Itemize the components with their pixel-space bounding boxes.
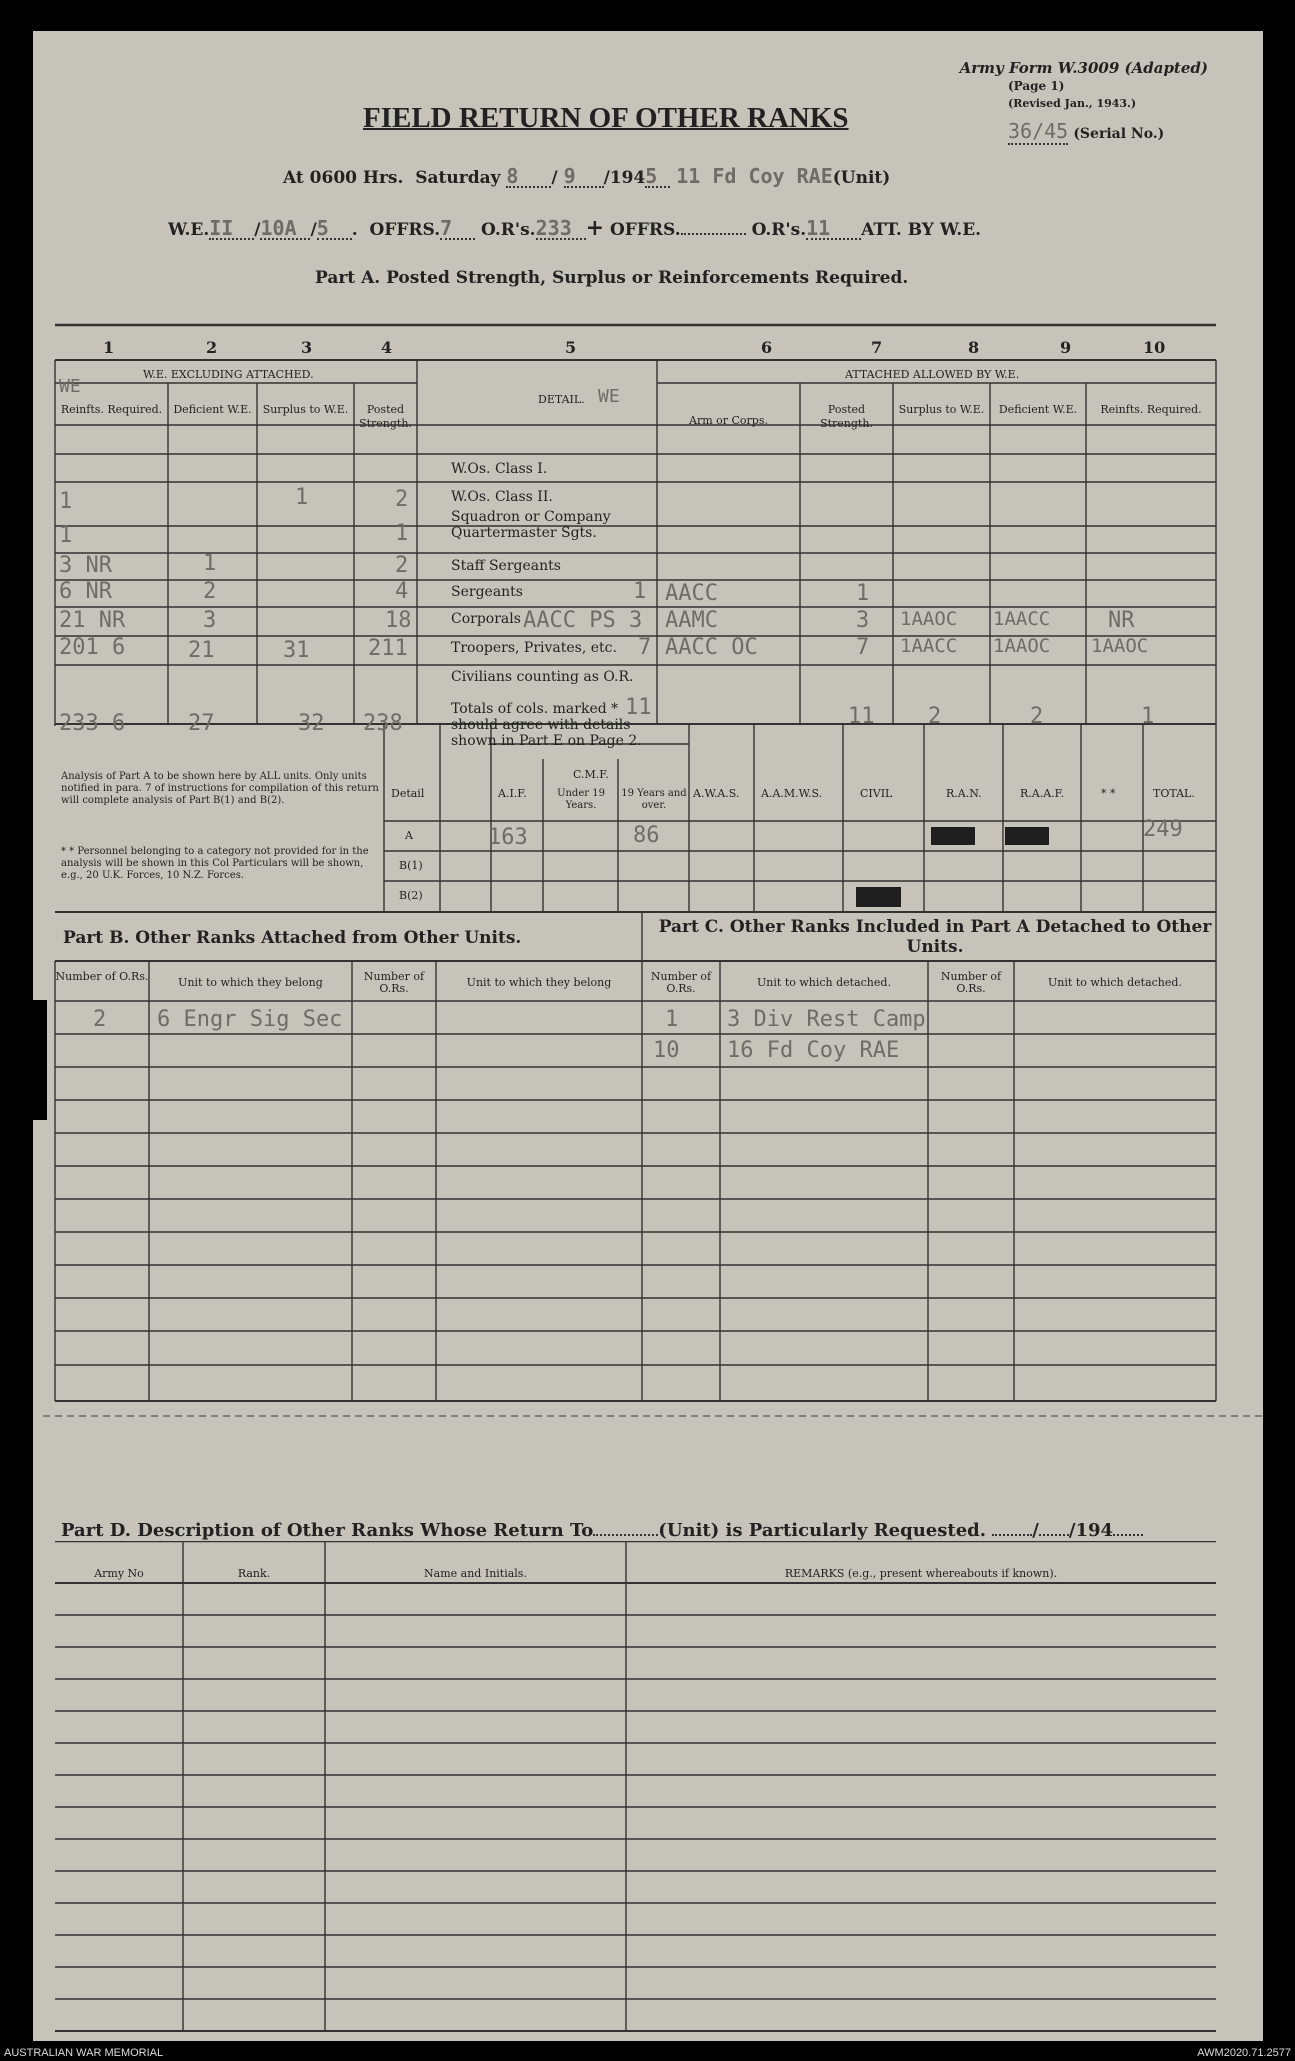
analysis-other: * *: [1101, 787, 1116, 800]
cell-r6-c8: 1AAOC: [900, 608, 958, 630]
analysis-awas: A.W.A.S.: [693, 787, 740, 800]
part-d-head-rank: Rank.: [237, 1567, 271, 1580]
cell-total-c1: 233 6: [59, 711, 126, 736]
analysis-ran: R.A.N.: [946, 787, 982, 800]
col-num-7: 7: [871, 338, 883, 357]
group-header-we-hw: WE: [59, 376, 81, 397]
cell-r5-c7: 1: [856, 581, 870, 606]
paper-tear: [33, 1000, 47, 1120]
cell-r6-c6: AAMC: [665, 608, 718, 633]
detail-row-3: Squadron or Company Quartermaster Sgts.: [451, 509, 611, 541]
cell-r6-c7: 3: [856, 608, 870, 633]
cell-r5-c5: 1: [633, 579, 647, 604]
col-head-1: Reinfts. Required.: [60, 403, 163, 416]
part-d-head-army-no: Army No: [94, 1567, 144, 1580]
footer-right: AWM2020.71.2577: [1197, 2047, 1291, 2059]
part-b-head-3: Number of O.Rs.: [363, 970, 425, 995]
analysis-aif: A.I.F.: [498, 787, 527, 800]
page-label: (Page 1): [1008, 79, 1065, 93]
cell-r7-c1: 201 6: [59, 635, 126, 660]
col-head-6: Arm or Corps.: [689, 414, 768, 427]
cell-r6-c4: 18: [385, 608, 412, 633]
part-b-entry-unit: 6 Engr Sig Sec: [157, 1007, 343, 1032]
detail-header: DETAIL.: [538, 393, 585, 406]
detail-row-6: Corporals: [451, 611, 521, 627]
cell-r7-c7: 7: [856, 635, 870, 660]
part-c-head-4: Unit to which detached.: [1048, 976, 1182, 989]
cell-total-c2: 27: [188, 711, 215, 736]
cell-r2-c1: 1: [59, 489, 73, 514]
col-num-1: 1: [103, 338, 115, 357]
col-num-5: 5: [565, 338, 577, 357]
analysis-aamws: A.A.M.W.S.: [761, 787, 823, 800]
col-head-7: Posted Strength.: [820, 403, 873, 430]
col-head-9: Deficient W.E.: [998, 403, 1078, 416]
part-b-head-4: Unit to which they belong: [466, 976, 612, 989]
col-num-2: 2: [206, 338, 218, 357]
date-line: At 0600 Hrs. Saturday 8 / 9 /1945 11 Fd Coy RAE(Unit): [283, 164, 891, 188]
analysis-civil: CIVIL: [860, 787, 893, 800]
analysis-under19: Under 19 Years.: [557, 788, 605, 811]
cell-total-c9: 2: [1030, 704, 1044, 729]
cell-r7-c3: 31: [283, 638, 310, 663]
detail-row-2: W.Os. Class II.: [451, 489, 553, 505]
analysis-note: Analysis of Part A to be shown here by ALL units. Only units notified in para. 7 of instructions for compilation of this return will complete analysis of Part B(1) and B(2).: [61, 771, 379, 806]
cell-total-c5: 11: [625, 695, 652, 720]
cell-total-c4: 238: [363, 711, 403, 736]
cell-r5-c2: 2: [203, 579, 217, 604]
col-num-8: 8: [968, 338, 980, 357]
part-d-heading: Part D. Description of Other Ranks Whose Return To (Unit) is Particularly Requested. / /194: [61, 1512, 1143, 1541]
col-num-4: 4: [381, 338, 393, 357]
cell-r4-c2: 1: [203, 551, 217, 576]
cell-r5-c1: 6 NR: [59, 579, 112, 604]
redaction-raaf: [1005, 827, 1049, 845]
cell-r6-c1: 21 NR: [59, 608, 126, 633]
footer-left: AUSTRALIAN WAR MEMORIAL: [4, 2047, 164, 2059]
detail-row-1: W.Os. Class I.: [451, 461, 548, 477]
serial-number: 36/45 (Serial No.): [1008, 119, 1165, 143]
redaction-civil: [856, 887, 901, 907]
col-head-4: Posted Strength.: [359, 403, 412, 430]
cell-r7-c5: 7: [638, 635, 652, 660]
part-c-entry-2-unit: 16 Fd Coy RAE: [727, 1038, 900, 1063]
detail-row-7: Troopers, Privates, etc.: [451, 640, 617, 656]
detail-row-8: Civilians counting as O.R.: [451, 669, 634, 685]
col-head-8: Surplus to W.E.: [898, 403, 985, 416]
col-head-3: Surplus to W.E.: [262, 403, 349, 416]
part-b-head-2: Unit to which they belong: [178, 976, 323, 989]
part-a-heading: Part A. Posted Strength, Surplus or Reinforcements Required.: [315, 268, 909, 288]
form-paper: [33, 31, 1263, 2041]
cell-r6-c10: NR: [1108, 608, 1135, 633]
part-c-head-1: Number of O.Rs.: [650, 970, 712, 995]
cell-r7-c4: 211: [368, 636, 408, 661]
analysis-a-aif-value: 163: [488, 825, 528, 850]
cell-r4-c4: 2: [395, 553, 409, 578]
cell-r7-c9: 1AAOC: [993, 635, 1051, 657]
page-title: FIELD RETURN OF OTHER RANKS: [363, 102, 849, 134]
part-d-head-name: Name and Initials.: [424, 1567, 527, 1580]
analysis-row-a: A: [405, 829, 413, 842]
cell-r4-c1: 3 NR: [59, 553, 112, 578]
col-head-10: Reinfts. Required.: [1100, 403, 1202, 416]
col-num-10: 10: [1143, 338, 1166, 357]
cell-r3-c1: 1: [59, 523, 73, 548]
cell-r7-c8: 1AACC: [900, 635, 958, 657]
col-num-9: 9: [1060, 338, 1072, 357]
cell-r6-c5: AACC PS 3: [523, 608, 643, 633]
part-c-entry-2-num: 10: [653, 1038, 680, 1063]
part-c-head-3: Number of O.Rs.: [940, 970, 1002, 995]
analysis-total: TOTAL.: [1153, 787, 1195, 800]
part-d-head-remarks: REMARKS (e.g., present whereabouts if known).: [784, 1567, 1058, 1580]
cell-total-c7: 11: [848, 704, 875, 729]
analysis-detail-label: Detail: [391, 787, 425, 800]
cell-r3-c4: 1: [395, 521, 409, 546]
cell-r6-c2: 3: [203, 608, 217, 633]
part-c-entry-1-unit: 3 Div Rest Camp: [727, 1007, 926, 1032]
part-b-head-1: Number of O.Rs.: [55, 970, 149, 983]
cell-total-c3: 32: [298, 711, 325, 736]
cell-r2-c3: 1: [295, 485, 309, 510]
redaction-ran: [931, 827, 975, 845]
part-b-heading: Part B. Other Ranks Attached from Other Units.: [63, 928, 522, 948]
detail-header-hw: WE: [598, 386, 620, 407]
analysis-19over: 19 Years and over.: [621, 788, 687, 811]
group-header-attached: ATTACHED ALLOWED BY W.E.: [845, 368, 1020, 381]
cell-r7-c2: 21: [188, 638, 215, 663]
col-num-6: 6: [761, 338, 773, 357]
part-c-entry-1-num: 1: [665, 1007, 679, 1032]
cell-r6-c9: 1AACC: [993, 608, 1051, 630]
part-c-head-2: Unit to which detached.: [757, 976, 891, 989]
cell-r2-c4: 2: [395, 487, 409, 512]
analysis-cmf: C.M.F.: [573, 768, 609, 781]
analysis-row-b1: B(1): [399, 859, 423, 872]
col-num-3: 3: [301, 338, 313, 357]
detail-row-4: Staff Sergeants: [451, 558, 561, 574]
cell-r5-c4: 4: [395, 579, 409, 604]
analysis-row-b2: B(2): [399, 889, 423, 902]
cell-r7-c6: AACC OC: [665, 635, 758, 660]
cell-total-c10: 1: [1141, 704, 1155, 729]
analysis-a-cmf-value: 86: [633, 823, 660, 848]
group-header-we: W.E. EXCLUDING ATTACHED.: [143, 368, 314, 381]
col-head-2: Deficient W.E.: [173, 403, 252, 416]
revised-label: (Revised Jan., 1943.): [1008, 97, 1137, 110]
detail-row-5: Sergeants: [451, 584, 523, 600]
analysis-note-2: * * Personnel belonging to a category not provided for in the analysis will be shown in this Col Particulars will be shown, e.g., 20 U.K. Forces, 10 N.Z. Forces.: [61, 846, 369, 881]
part-b-entry-num: 2: [93, 1007, 107, 1032]
part-d-grid: [33, 1541, 1263, 2041]
cell-r7-c10: 1AAOC: [1091, 635, 1149, 657]
we-line: W.E.II /10A /5 . OFFRS.7 O.R's.233 + OFFRS. O.R's.11 ATT. BY W.E.: [168, 211, 981, 241]
cell-r5-c6: AACC: [665, 581, 718, 606]
part-c-heading: Part C. Other Ranks Included in Part A Detached to Other Units.: [658, 917, 1212, 957]
cell-total-c8: 2: [928, 704, 942, 729]
detail-row-9: Totals of cols. marked * should agree with details shown in Part E on Page 2.: [451, 701, 642, 749]
analysis-a-total-value: 249: [1143, 817, 1183, 842]
army-form-label: Army Form W.3009 (Adapted): [959, 59, 1208, 77]
analysis-raaf: R.A.A.F.: [1020, 787, 1065, 800]
